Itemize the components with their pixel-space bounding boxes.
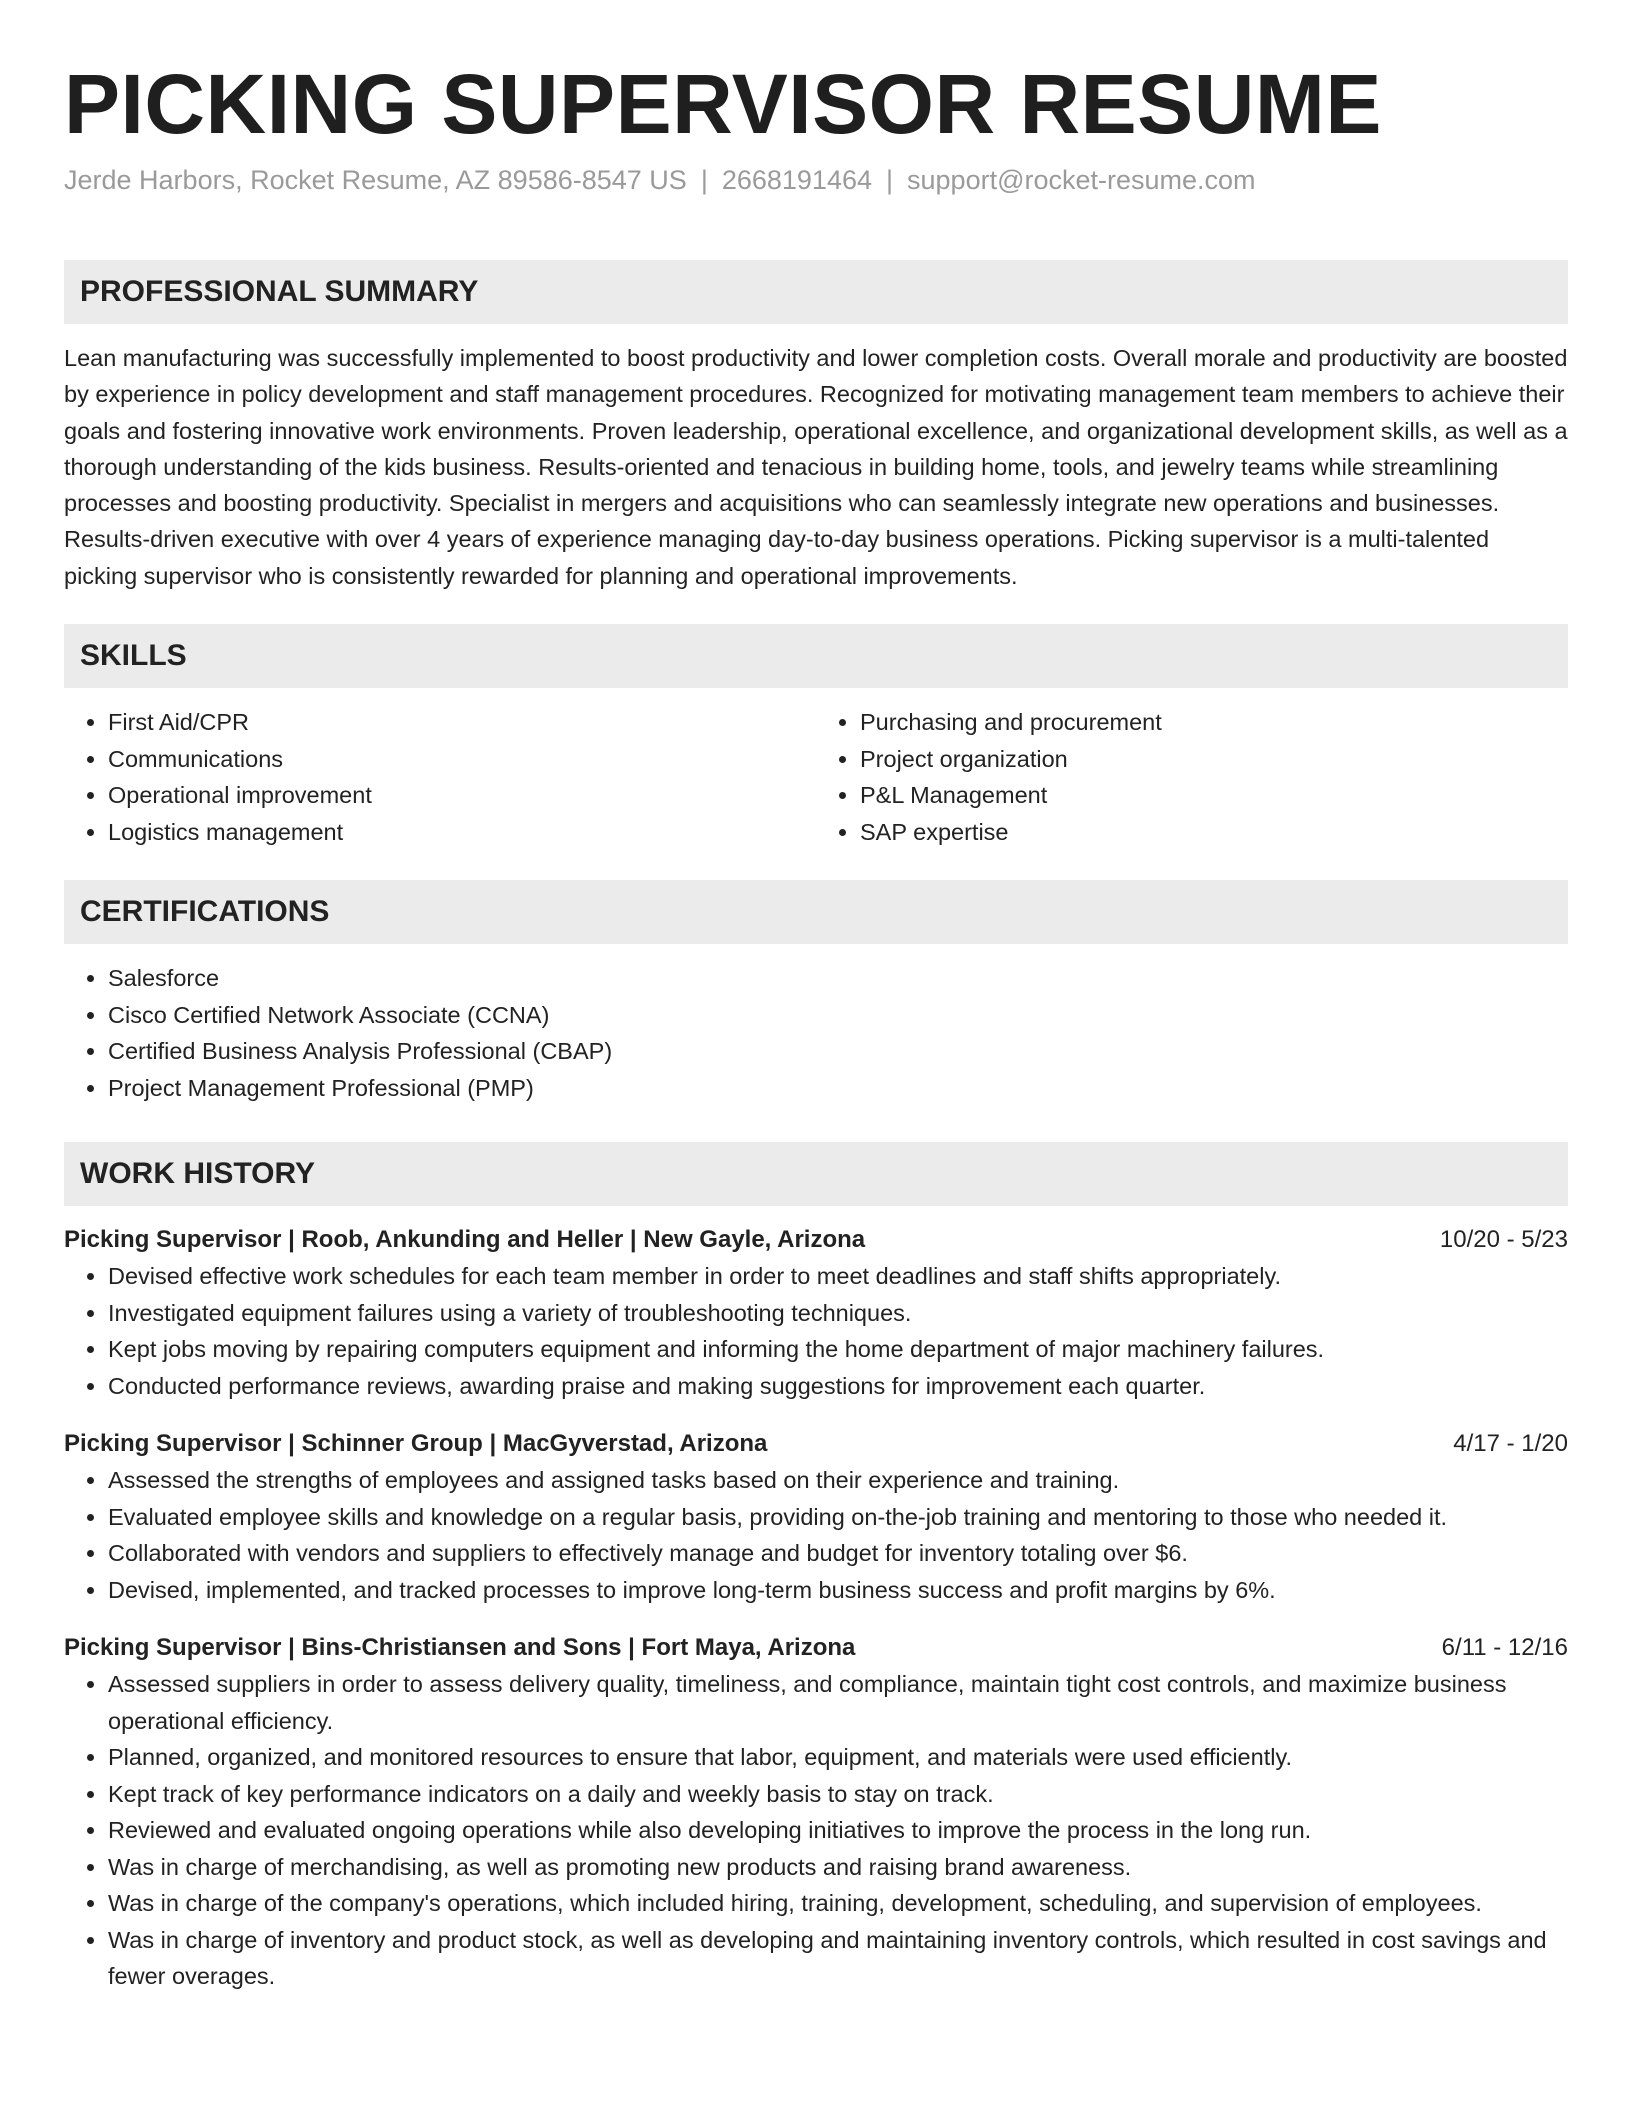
skills-heading: SKILLS xyxy=(64,624,1568,688)
skill-item: • Communications xyxy=(108,741,816,778)
skill-item: • First Aid/CPR xyxy=(108,704,816,741)
job-bullet: • Planned, organized, and monitored resources to ensure that labor, equipment, and materials were used efficiently. xyxy=(108,1739,1568,1776)
job-entry xyxy=(64,1426,1568,1608)
skills-list-right xyxy=(816,704,1568,850)
skills-list-left xyxy=(64,704,816,850)
skill-item: • Project organization xyxy=(860,741,1568,778)
job-dates: 6/11 - 12/16 xyxy=(1441,1634,1568,1662)
work-history-heading: WORK HISTORY xyxy=(64,1142,1568,1206)
job-bullet: • Conducted performance reviews, awarding praise and making suggestions for improvement each quarter. xyxy=(108,1368,1568,1405)
job-bullet: • Investigated equipment failures using a variety of troubleshooting techniques. xyxy=(108,1295,1568,1332)
contact-address: Jerde Harbors, Rocket Resume, AZ 89586-8547 US xyxy=(64,165,687,195)
contact-line xyxy=(64,162,1568,198)
summary-heading: PROFESSIONAL SUMMARY xyxy=(64,260,1568,324)
job-bullet: • Devised effective work schedules for each team member in order to meet deadlines and staff shifts appropriately. xyxy=(108,1258,1568,1295)
job-title: Picking Supervisor | Bins-Christiansen and Sons | Fort Maya, Arizona xyxy=(64,1634,856,1662)
page-title: PICKING SUPERVISOR RESUME xyxy=(64,57,1382,151)
job-bullet: • Devised, implemented, and tracked processes to improve long-term business success and profit margins by 6%. xyxy=(108,1572,1568,1609)
job-entry xyxy=(64,1630,1568,1995)
job-header xyxy=(64,1426,1568,1462)
skill-item: • P&L Management xyxy=(860,777,1568,814)
contact-separator: | xyxy=(700,165,708,195)
certification-item: • Project Management Professional (PMP) xyxy=(108,1070,1568,1107)
certifications-heading: CERTIFICATIONS xyxy=(64,880,1568,944)
job-bullet: • Was in charge of the company's operations, which included hiring, training, development, scheduling, and supervision of employees. xyxy=(108,1885,1568,1922)
work-history-section xyxy=(64,1142,1568,1995)
skill-item: • SAP expertise xyxy=(860,814,1568,851)
job-entry xyxy=(64,1222,1568,1404)
certifications-section xyxy=(64,880,1568,1106)
contact-phone: 2668191464 xyxy=(721,165,872,195)
skills-grid xyxy=(64,704,1568,850)
skill-item: • Logistics management xyxy=(108,814,816,851)
job-dates: 4/17 - 1/20 xyxy=(1453,1430,1568,1458)
contact-separator: | xyxy=(886,165,894,195)
skill-item: • Operational improvement xyxy=(108,777,816,814)
job-bullet: • Assessed suppliers in order to assess delivery quality, timeliness, and compliance, maintain tight cost controls, and maximize business operational efficiency. xyxy=(108,1666,1568,1739)
job-bullets xyxy=(64,1258,1568,1404)
job-bullet: • Collaborated with vendors and suppliers to effectively manage and budget for inventory totaling over $6. xyxy=(108,1535,1568,1572)
certifications-list xyxy=(64,960,1568,1106)
job-bullet: • Kept jobs moving by repairing computers equipment and informing the home department of major machinery failures. xyxy=(108,1331,1568,1368)
certification-item: • Salesforce xyxy=(108,960,1568,997)
job-dates: 10/20 - 5/23 xyxy=(1439,1226,1568,1254)
job-title: Picking Supervisor | Roob, Ankunding and Heller | New Gayle, Arizona xyxy=(64,1226,866,1254)
certification-item: • Cisco Certified Network Associate (CCNA) xyxy=(108,997,1568,1034)
job-title: Picking Supervisor | Schinner Group | MacGyverstad, Arizona xyxy=(64,1430,768,1458)
job-bullet: • Was in charge of merchandising, as well as promoting new products and raising brand awareness. xyxy=(108,1849,1568,1886)
summary-text: Lean manufacturing was successfully implemented to boost productivity and lower completion costs. Overall morale and productivity are boosted by experience in policy development and staff management procedures. Recognized for motivating management team members to achieve their goals and fostering innovative work environments. Proven leadership, operational excellence, and organizational development skills, as well as a thorough understanding of the kids business. Results-oriented and tenacious in building home, tools, and jewelry teams while streamlining processes and boosting productivity. Specialist in mergers and acquisitions who can seamlessly integrate new operations and businesses. Results-driven executive with over 4 years of experience managing day-to-day business operations. Picking supervisor is a multi-talented picking supervisor who is consistently rewarded for planning and operational improvements. xyxy=(64,345,1568,589)
job-bullet: • Assessed the strengths of employees and assigned tasks based on their experience and training. xyxy=(108,1462,1568,1499)
job-header xyxy=(64,1630,1568,1666)
job-bullets xyxy=(64,1666,1568,1995)
job-bullets xyxy=(64,1462,1568,1608)
summary-section xyxy=(64,260,1568,594)
job-bullet: • Evaluated employee skills and knowledge on a regular basis, providing on-the-job training and mentoring to those who needed it. xyxy=(108,1499,1568,1536)
skills-section xyxy=(64,624,1568,850)
job-header xyxy=(64,1222,1568,1258)
job-bullet: • Kept track of key performance indicators on a daily and weekly basis to stay on track. xyxy=(108,1776,1568,1813)
contact-email: support@rocket-resume.com xyxy=(907,165,1256,195)
certification-item: • Certified Business Analysis Professional (CBAP) xyxy=(108,1033,1568,1070)
job-bullet: • Was in charge of inventory and product stock, as well as developing and maintaining inventory controls, which resulted in cost savings and fewer overages. xyxy=(108,1922,1568,1995)
job-bullet: • Reviewed and evaluated ongoing operations while also developing initiatives to improve the process in the long run. xyxy=(108,1812,1568,1849)
skill-item: • Purchasing and procurement xyxy=(860,704,1568,741)
